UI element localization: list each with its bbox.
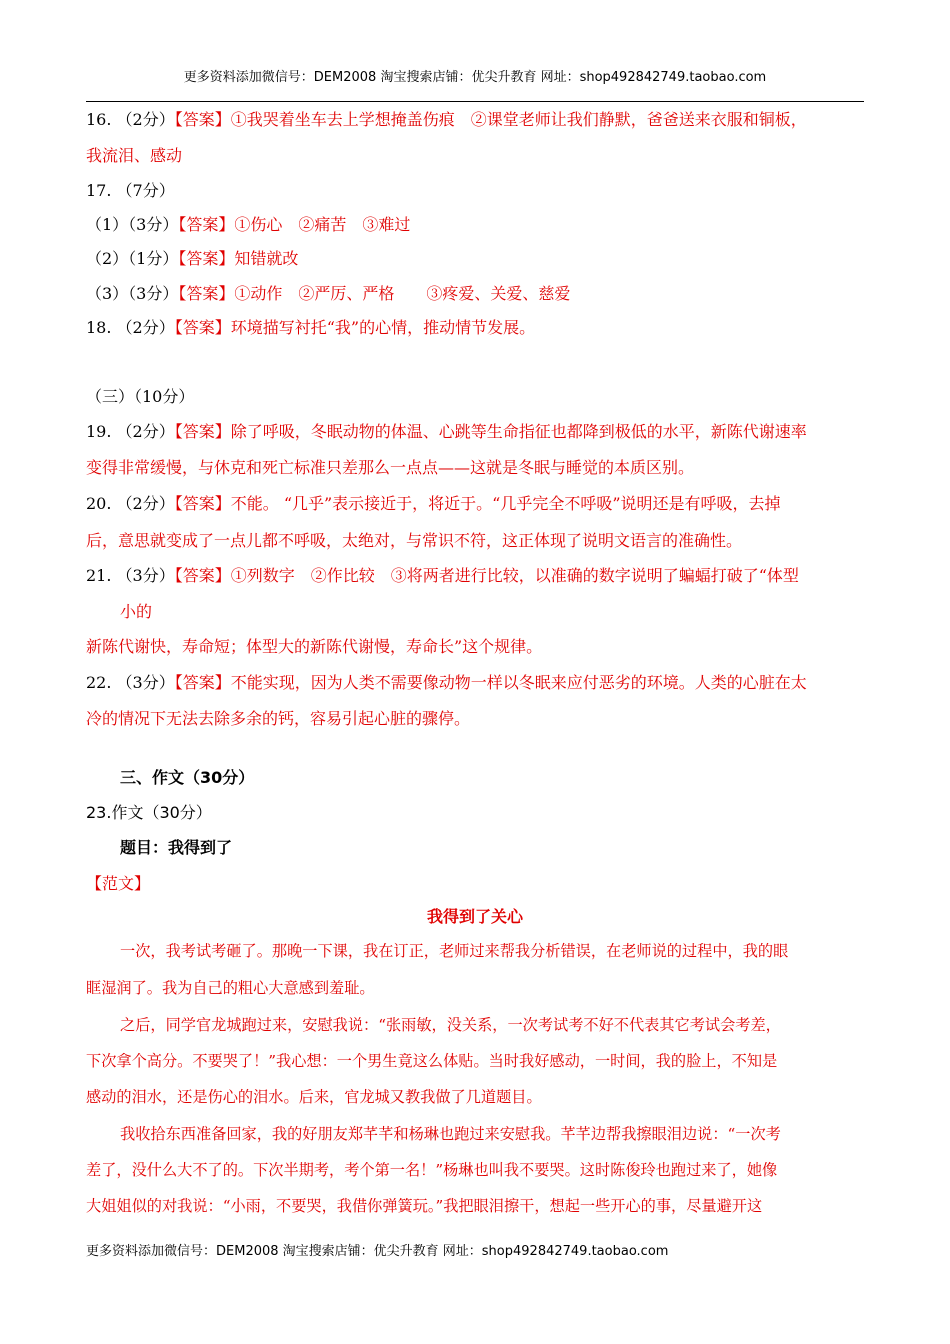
composition-section-heading: 三、作文（30分） bbox=[120, 768, 255, 787]
q21-answer: ①列数字 ②作比较 ③将两者进行比较，以准确的数字说明了蝙蝠打破了“体型 bbox=[230, 566, 799, 585]
answer-tag: 【答案】 bbox=[178, 249, 235, 268]
sample-essay-tag: 【范文】 bbox=[86, 874, 151, 893]
q19-line bbox=[86, 422, 807, 442]
composition-topic: 题目：我得到了 bbox=[120, 838, 233, 857]
q17-part1 bbox=[86, 215, 410, 235]
essay-title: 我得到了关心 bbox=[426, 907, 523, 926]
answer-tag: 【答案】 bbox=[178, 215, 235, 234]
q23-title: 23.作文（30分） bbox=[86, 803, 212, 822]
q16-answer-cont: 我流泪、感动 bbox=[86, 146, 183, 165]
q17-part3 bbox=[86, 284, 570, 304]
q21-prefix: 21. （3分） bbox=[86, 566, 175, 585]
essay-line: 大姐姐似的对我说：“小雨，不要哭，我借你弹簧玩。”我把眼泪擦干，想起一些开心的事，尽量避开这 bbox=[86, 1197, 763, 1215]
q17-p3-answer: ①动作 ②严厉、严格 ③疼爱、关爱、慈爱 bbox=[234, 284, 571, 303]
q17-p2-answer: 知错就改 bbox=[234, 249, 299, 268]
q16-line bbox=[86, 110, 807, 130]
q20-line bbox=[86, 494, 781, 514]
answer-tag: 【答案】 bbox=[174, 318, 231, 337]
essay-line: 差了，没什么大不了的。下次半期考，考个第一名！”杨琳也叫我不要哭。这时陈俊玲也跑过来了，她像 bbox=[86, 1161, 778, 1179]
q17-part2 bbox=[86, 249, 298, 269]
answer-tag: 【答案】 bbox=[174, 110, 231, 129]
answer-tag: 【答案】 bbox=[174, 673, 231, 692]
header-rule bbox=[86, 101, 864, 102]
q22-prefix: 22. （3分） bbox=[86, 673, 175, 692]
q22-answer-cont: 冷的情况下无法去除多余的钙，容易引起心脏的骤停。 bbox=[86, 709, 471, 728]
q17-title: 17. （7分） bbox=[86, 181, 175, 200]
q19-prefix: 19. （2分） bbox=[86, 422, 175, 441]
answer-tag: 【答案】 bbox=[174, 494, 231, 513]
q22-line bbox=[86, 673, 807, 693]
essay-line: 之后，同学官龙城跑过来，安慰我说：“张雨敏，没关系，一次考试考不好不代表其它考试会考差， bbox=[120, 1016, 781, 1034]
answer-tag: 【答案】 bbox=[174, 566, 231, 585]
essay-line: 一次，我考试考砸了。那晚一下课，我在订正，老师过来帮我分析错误，在老师说的过程中，我的眼 bbox=[120, 942, 789, 960]
q19-answer-cont: 变得非常缓慢，与休克和死亡标准只差那么一点点——这就是冬眠与睡觉的本质区别。 bbox=[86, 458, 695, 477]
essay-line: 眶湿润了。我为自己的粗心大意感到羞耻。 bbox=[86, 979, 375, 997]
essay-line: 我收拾东西准备回家，我的好朋友郑芊芊和杨琳也跑过来安慰我。芊芊边帮我擦眼泪边说：“一次考 bbox=[120, 1125, 781, 1143]
q21-line bbox=[86, 566, 799, 586]
q18-answer: 环境描写衬托“我”的心情，推动情节发展。 bbox=[230, 318, 536, 337]
q17-p1-prefix: （1）（3分） bbox=[86, 215, 179, 234]
essay-line: 下次拿个高分。不要哭了！”我心想：一个男生竟这么体贴。当时我好感动，一时间，我的脸上，不知是 bbox=[86, 1052, 778, 1070]
q20-answer: 不能。 “几乎”表示接近于，将近于。“几乎完全不呼吸”说明还是有呼吸，去掉 bbox=[230, 494, 781, 513]
q16-answer: ①我哭着坐车去上学想掩盖伤痕 ②课堂老师让我们静默，爸爸送来衣服和铜板， bbox=[230, 110, 807, 129]
page-footer: 更多资料添加微信号：DEM2008 淘宝搜索店铺：优尖升教育 网址：shop492842749.taobao.com bbox=[86, 1244, 669, 1259]
q21-answer-cont2: 新陈代谢快，寿命短；体型大的新陈代谢慢，寿命长”这个规律。 bbox=[86, 637, 543, 656]
essay-line: 感动的泪水，还是伤心的泪水。后来，官龙城又教我做了几道题目。 bbox=[86, 1088, 542, 1106]
q18-line bbox=[86, 318, 535, 338]
q17-p3-prefix: （3）（3分） bbox=[86, 284, 179, 303]
q19-answer: 除了呼吸，冬眠动物的体温、心跳等生命指征也都降到极低的水平，新陈代谢速率 bbox=[230, 422, 807, 441]
q21-answer-cont1: 小的 bbox=[120, 602, 153, 621]
answer-tag: 【答案】 bbox=[178, 284, 235, 303]
q17-p2-prefix: （2）（1分） bbox=[86, 249, 179, 268]
page-header: 更多资料添加微信号：DEM2008 淘宝搜索店铺：优尖升教育 网址：shop492842749.taobao.com bbox=[183, 70, 767, 85]
q16-prefix: 16. （2分） bbox=[86, 110, 175, 129]
q18-prefix: 18. （2分） bbox=[86, 318, 175, 337]
q17-p1-answer: ①伤心 ②痛苦 ③难过 bbox=[234, 215, 411, 234]
answer-tag: 【答案】 bbox=[174, 422, 231, 441]
q20-answer-cont: 后，意思就变成了一点儿都不呼吸，太绝对，与常识不符，这正体现了说明文语言的准确性。 bbox=[86, 531, 743, 550]
q20-prefix: 20. （2分） bbox=[86, 494, 175, 513]
q22-answer: 不能实现，因为人类不需要像动物一样以冬眠来应付恶劣的环境。人类的心脏在太 bbox=[230, 673, 807, 692]
section-3-heading: （三）（10分） bbox=[86, 387, 195, 406]
